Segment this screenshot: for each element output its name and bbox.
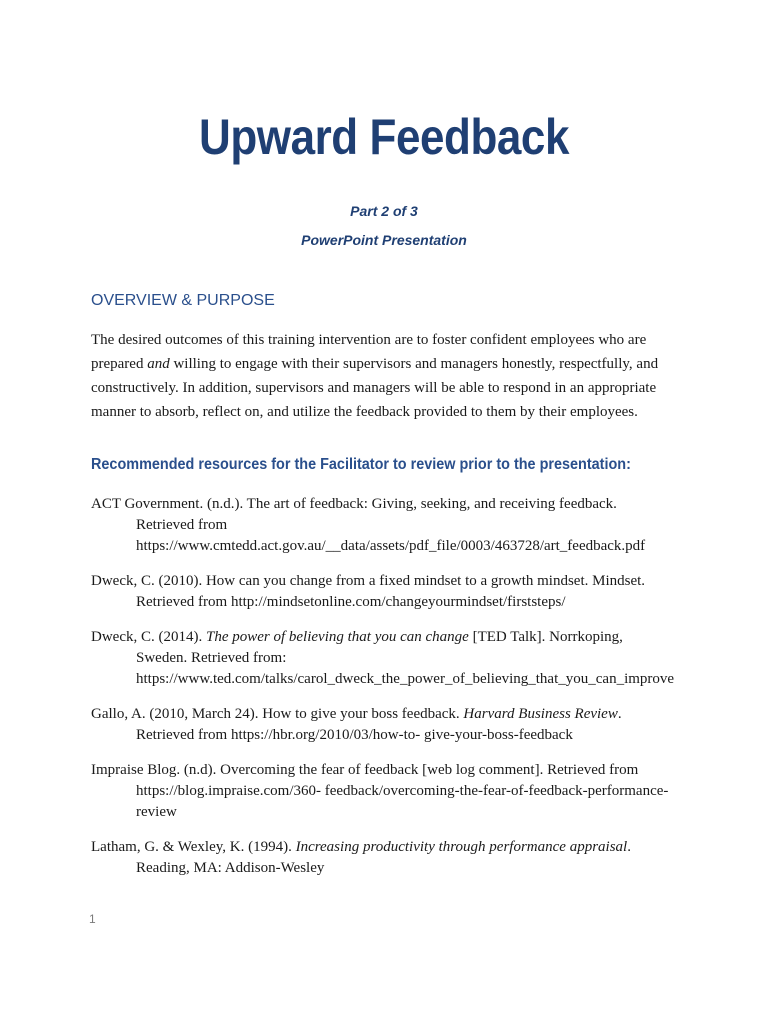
reference-line: Sweden. Retrieved from: (136, 650, 287, 666)
resources-heading: Recommended resources for the Facilitator to review prior to the presentation: (91, 456, 631, 473)
reference-item (91, 704, 691, 746)
reference-line (91, 837, 691, 858)
overview-text: willing to engage with their supervisors and managers honestly, respectfully, and (169, 356, 659, 372)
reference-link[interactable]: https://blog.impraise.com/360- feedback/overcoming-the-fear-of-feedback-performance- (136, 783, 669, 799)
reference-item (91, 494, 691, 557)
overview-heading: OVERVIEW & PURPOSE (91, 292, 275, 309)
overview-text: prepared (91, 356, 148, 372)
reference-item (91, 627, 691, 690)
reference-list (91, 494, 691, 893)
overview-paragraph (91, 328, 681, 424)
document-title: Upward Feedback (199, 109, 569, 165)
overview-emphasis: and (147, 356, 170, 372)
reference-link[interactable]: Retrieved from https://hbr.org/2010/03/how-to- give-your-boss-feedback (136, 727, 573, 743)
reference-line (91, 627, 691, 648)
overview-line: manner to absorb, reflect on, and utilize the feedback provided to them by their employees. (91, 404, 638, 420)
overview-line: constructively. In addition, supervisors and managers will be able to respond in an appropriate (91, 380, 657, 396)
overview-line (91, 352, 681, 376)
reference-line: ACT Government. (n.d.). The art of feedback: Giving, seeking, and receiving feedback. (91, 496, 617, 512)
reference-line: Impraise Blog. (n.d). Overcoming the fear of feedback [web log comment]. Retrieved from (91, 762, 639, 778)
reference-link[interactable]: https://www.cmtedd.act.gov.au/__data/assets/pdf_file/0003/463728/art_feedback.pdf (136, 538, 646, 554)
reference-title: Increasing productivity through performance appraisal (295, 839, 628, 855)
reference-text: Gallo, A. (2010, March 24). How to give your boss feedback. (91, 706, 464, 722)
document-subtitle-type: PowerPoint Presentation (301, 232, 467, 248)
reference-line: Retrieved from (136, 517, 228, 533)
page-number: 1 (89, 912, 96, 926)
reference-text: Dweck, C. (2014). (91, 629, 206, 645)
reference-item (91, 760, 691, 823)
reference-link[interactable]: Retrieved from http://mindsetonline.com/changeyourmindset/firststeps/ (136, 594, 566, 610)
reference-text: . (617, 706, 622, 722)
reference-title: The power of believing that you can change (205, 629, 469, 645)
reference-link[interactable]: review (136, 804, 177, 820)
reference-text: [TED Talk]. Norrkoping, (468, 629, 623, 645)
reference-line (91, 704, 691, 725)
document-subtitle-part: Part 2 of 3 (350, 203, 418, 219)
reference-line: Reading, MA: Addison-Wesley (136, 860, 325, 876)
reference-item (91, 571, 691, 613)
reference-link[interactable]: https://www.ted.com/talks/carol_dweck_the_power_of_believing_that_you_can_improve (136, 671, 675, 687)
reference-text: Latham, G. & Wexley, K. (1994). (91, 839, 296, 855)
reference-title: Harvard Business Review (463, 706, 618, 722)
reference-item (91, 837, 691, 879)
overview-line: The desired outcomes of this training intervention are to foster confident employees who are (91, 332, 647, 348)
reference-text: . (627, 839, 631, 855)
reference-line: Dweck, C. (2010). How can you change from a fixed mindset to a growth mindset. Mindset. (91, 573, 646, 589)
